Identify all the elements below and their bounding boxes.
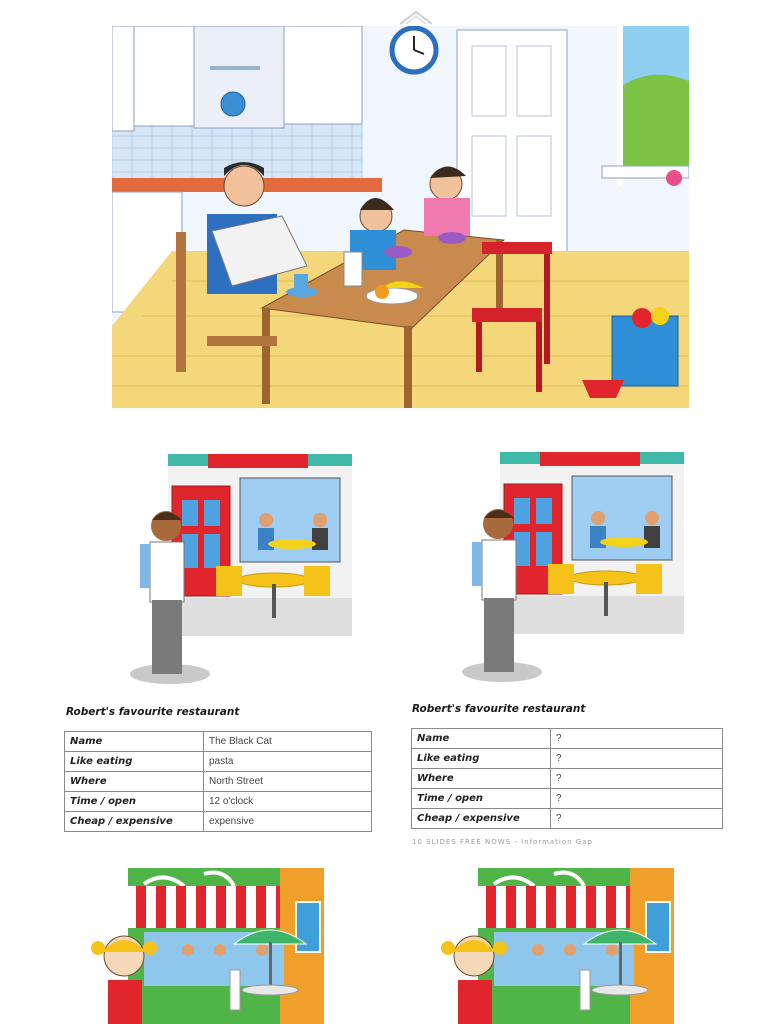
row-key: Time / open <box>65 792 204 812</box>
restaurant-info-table-left <box>64 731 372 832</box>
table-row <box>65 812 372 832</box>
row-key: Cheap / expensive <box>412 809 551 829</box>
cutoff-footer-text: 10 SLIDES FREE NOWS - Information Gap <box>412 838 593 846</box>
row-key: Name <box>412 729 551 749</box>
table-row <box>65 732 372 752</box>
row-value: expensive <box>204 812 372 832</box>
row-value: 12 o'clock <box>204 792 372 812</box>
table-row <box>412 809 723 829</box>
row-value: North Street <box>204 772 372 792</box>
row-key: Time / open <box>412 789 551 809</box>
row-value: pasta <box>204 752 372 772</box>
table-row <box>65 752 372 772</box>
row-key: Name <box>65 732 204 752</box>
table-row <box>412 789 723 809</box>
row-key: Like eating <box>412 749 551 769</box>
table-row <box>65 772 372 792</box>
row-value: ? <box>551 769 723 789</box>
row-key: Cheap / expensive <box>65 812 204 832</box>
restaurant-illustration-right <box>452 446 684 686</box>
restaurant-info-table-right <box>411 728 723 829</box>
row-value: ? <box>551 789 723 809</box>
row-key: Where <box>412 769 551 789</box>
table-title-right: Robert's favourite restaurant <box>412 703 586 715</box>
table-row <box>412 749 723 769</box>
table-title-left: Robert's favourite restaurant <box>66 706 240 718</box>
table-row <box>412 769 723 789</box>
row-key: Where <box>65 772 204 792</box>
table-row <box>65 792 372 812</box>
row-value: ? <box>551 729 723 749</box>
cafe-illustration-left <box>84 866 324 1024</box>
row-key: Like eating <box>65 752 204 772</box>
kitchen-illustration <box>112 26 689 408</box>
cafe-illustration-right <box>434 866 674 1024</box>
table-row <box>412 729 723 749</box>
row-value: ? <box>551 749 723 769</box>
row-value: ? <box>551 809 723 829</box>
row-value: The Black Cat <box>204 732 372 752</box>
pin-icon <box>398 10 434 26</box>
restaurant-illustration-left <box>120 448 352 688</box>
